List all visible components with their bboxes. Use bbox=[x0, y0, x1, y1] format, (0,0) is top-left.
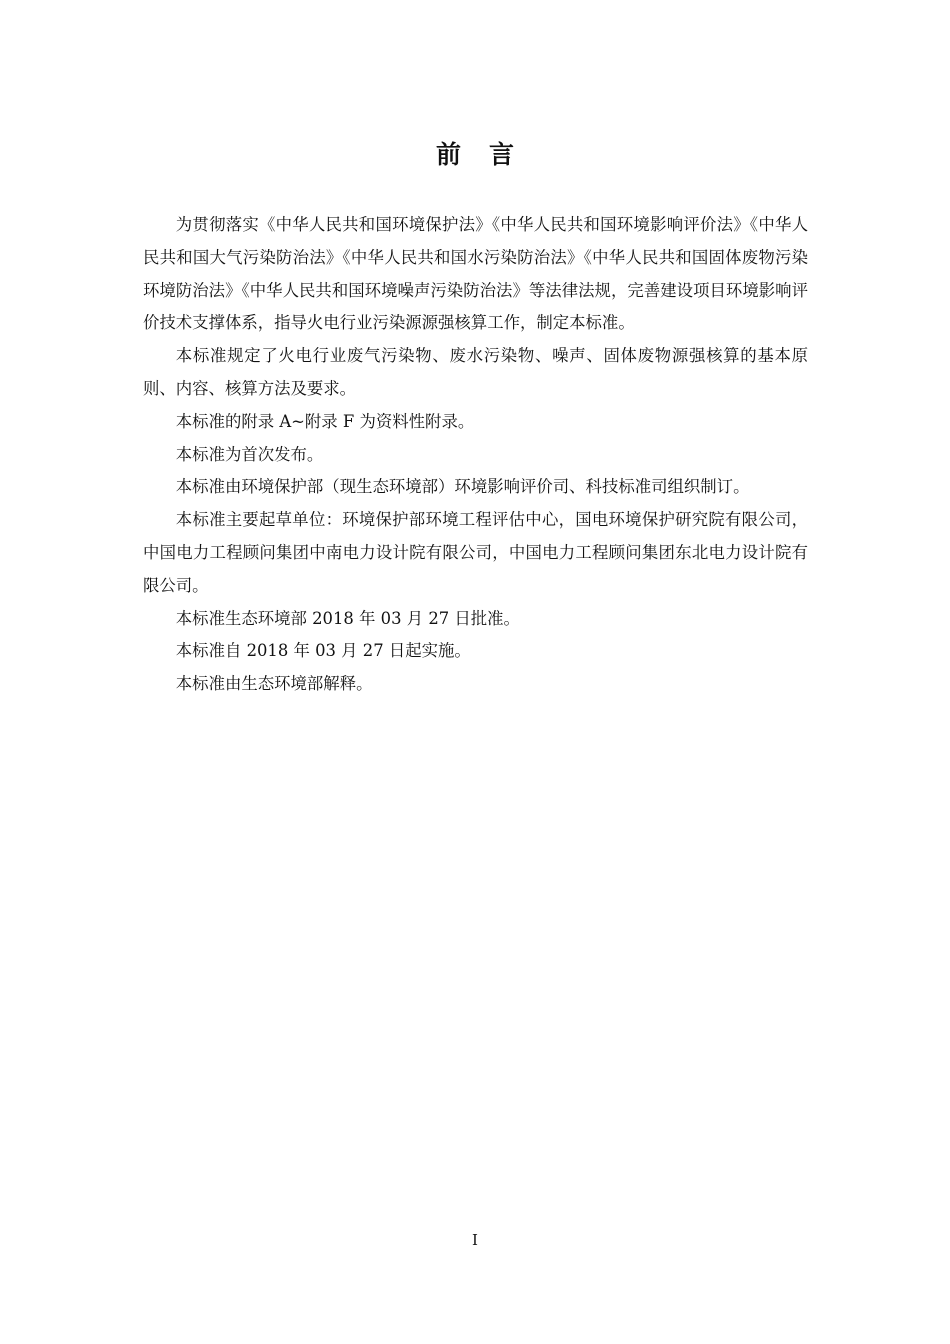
paragraph-interpretation: 本标准由生态环境部解释。 bbox=[175, 674, 373, 694]
paragraph-scope: 本标准规定了火电行业废气污染物、废水污染物、噪声、固体废物源强核算的基本原则、内容、核算方法及要求。 bbox=[143, 346, 808, 398]
paragraph-implementation: 本标准自 2018 年 03 月 27 日起实施。 bbox=[175, 641, 471, 661]
paragraph-first-release: 本标准为首次发布。 bbox=[175, 444, 324, 464]
page-number: I bbox=[472, 1231, 478, 1249]
page-title: 前言 bbox=[435, 140, 542, 169]
foreword-body bbox=[143, 209, 808, 701]
paragraph-appendix: 本标准的附录 A~附录 F 为资料性附录。 bbox=[175, 411, 475, 431]
paragraph-drafting-units: 本标准主要起草单位：环境保护部环境工程评估中心，国电环境保护研究院有限公司，中国电力工程顾问集团中南电力设计院有限公司，中国电力工程顾问集团东北电力设计院有限公司。 bbox=[143, 510, 808, 595]
paragraph-approval: 本标准生态环境部 2018 年 03 月 27 日批准。 bbox=[175, 608, 520, 628]
paragraph-purpose: 为贯彻落实《中华人民共和国环境保护法》《中华人民共和国环境影响评价法》《中华人民共和国大气污染防治法》《中华人民共和国水污染防治法》《中华人民共和国固体废物污染环境防治法》《中华人民共和国环境噪声污染防治法》等法律法规，完善建设项目环境影响评价技术支撑体系，指导火电行业污染源源强核算工作，制定本标准。 bbox=[143, 215, 808, 333]
paragraph-organizer: 本标准由环境保护部（现生态环境部）环境影响评价司、科技标准司组织制订。 bbox=[175, 477, 750, 497]
